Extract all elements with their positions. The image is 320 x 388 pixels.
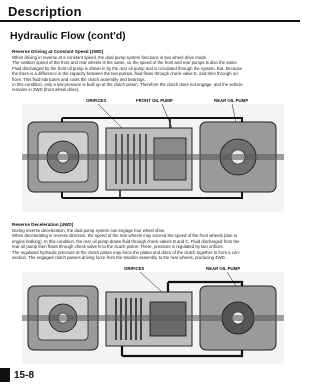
page-number: 15-8	[14, 370, 35, 381]
section-title: Hydraulic Flow (cont'd)	[10, 30, 126, 42]
reverse-drive-diagram	[22, 104, 284, 212]
reverse-drive-line: Fluid discharged by the front oil pump is drawn in by the rear oil pump and is circulated through the system. But, because	[12, 65, 243, 71]
rear-oil-pump-callout: REAR OIL PUMP	[214, 98, 249, 103]
reverse-drive-line: The rotation speed of the front and rear wheels is the same, so the speed of the front and rear pumps is also the same.	[12, 60, 238, 66]
reverse-drive-body	[12, 55, 292, 93]
reverse-drive-line: fices. This fluid lubricates and cools the clutch assembly and bearings.	[12, 76, 146, 82]
reverse-decel-line: When decelerating in reverse direction, the speed of the rear wheels may exceed the speed of the front wheels (due to	[12, 233, 238, 239]
page-tab-marker	[0, 368, 10, 382]
reverse-drive-heading: Reverse Driving at Constant Speed (2WD)	[12, 49, 104, 54]
page-header	[0, 0, 300, 22]
reverse-decel-line: rear oil pump then flows through check valve E to the clutch piston. There, pressure is regulated by two orifices.	[12, 244, 224, 250]
reverse-decel-body	[12, 228, 292, 260]
hydraulic-diagram-2wd	[22, 104, 284, 212]
reverse-decel-line: nection. The engaged clutch passes driving force from the transfer assembly to the rear wheels, producing 4WD.	[12, 255, 226, 261]
orifices-callout-2: ORIFICES	[124, 266, 145, 271]
reverse-drive-line: In this condition, only a low pressure is built up at the clutch piston. Therefore the clutch does not engage, and the vehicle	[12, 82, 243, 88]
orifices-callout: ORIFICES	[86, 98, 107, 103]
front-oil-pump-callout: FRONT OIL PUMP	[136, 98, 173, 103]
reverse-decel-diagram	[22, 272, 284, 364]
reverse-decel-line: engine braking). In this condition, the rear oil pump draws fluid through check valves B and C. Fluid discharged from the	[12, 238, 240, 244]
reverse-drive-line: the there is a difference in the capacity between the two pumps, fluid flows through check valve E, and then through ori-	[12, 71, 240, 77]
reverse-decel-line: During reverse deceleration, the dual pump system can engage four wheel drive.	[12, 228, 166, 233]
title-rule	[0, 20, 300, 22]
page-title: Description	[8, 4, 82, 19]
rear-oil-pump-callout-2: REAR OIL PUMP	[206, 266, 241, 271]
reverse-decel-heading: Reverse Deceleration (4WD)	[12, 222, 74, 227]
reverse-drive-line: When driving in reverse at a constant speed, the dual pump system functions in two wheel drive mode.	[12, 55, 208, 60]
reverse-drive-line: remains in 2WD (front wheel drive).	[12, 87, 80, 93]
reverse-decel-line: The regulated hydraulic pressure at the clutch piston may force the plates and discs of the clutch together to form a con-	[12, 249, 241, 255]
hydraulic-diagram-4wd	[22, 272, 284, 364]
